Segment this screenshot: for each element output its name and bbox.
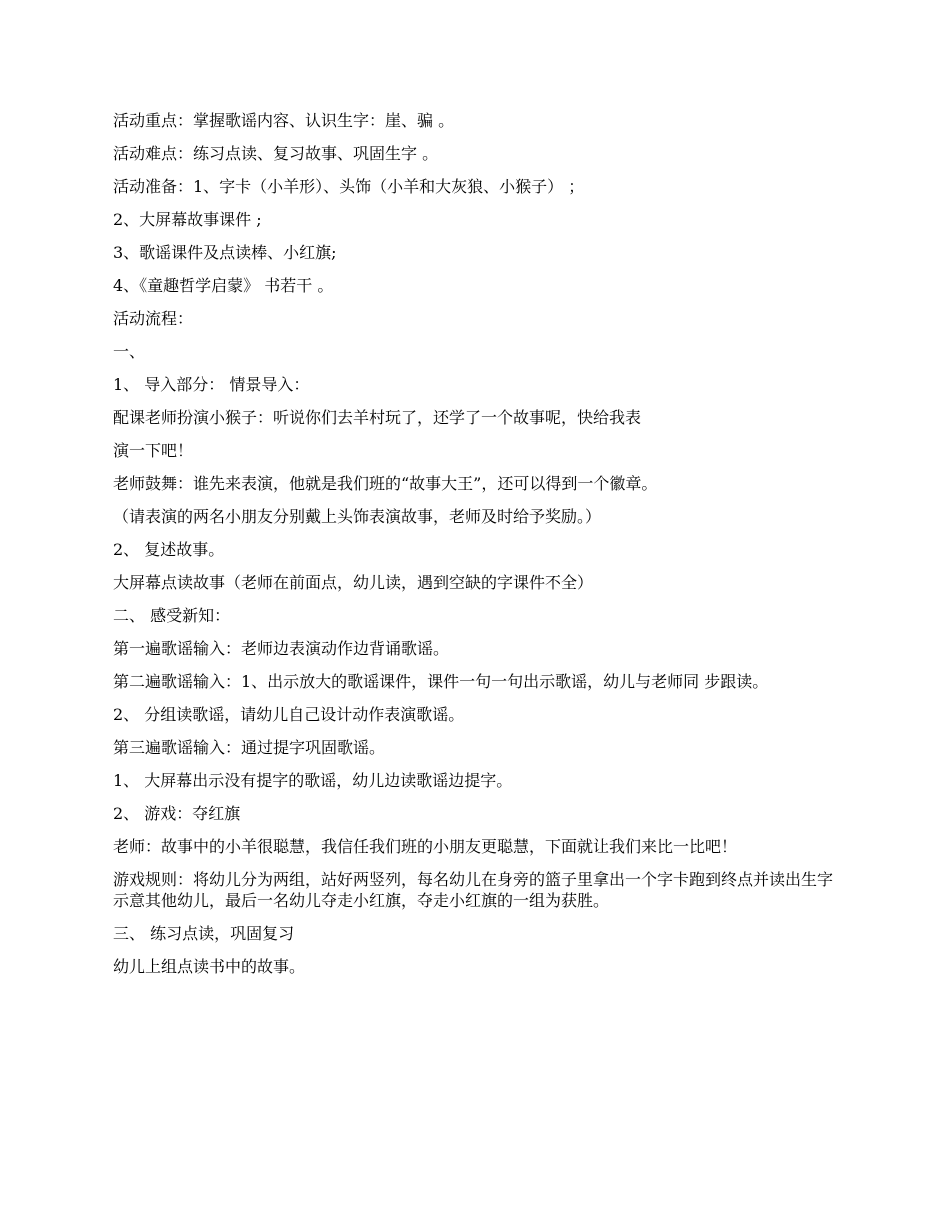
heading-section-2: 二、 感受新知： — [113, 606, 231, 625]
paragraph-activity-preparation: 活动准备：1、字卡（小羊形）、头饰（小羊和大灰狼、小猴子） ； — [113, 177, 585, 196]
paragraph-activity-focus: 活动重点：掌握歌谣内容、认识生字：崖、骗 。 — [113, 111, 455, 130]
paragraph-group-reading: 2、 分组读歌谣，请幼儿自己设计动作表演歌谣。 — [113, 705, 465, 724]
paragraph-prep-item-2: 2、大屏幕故事课件 ; — [113, 210, 262, 229]
paragraph-performance-note: （请表演的两名小朋友分别戴上头饰表演故事，老师及时给予奖励。） — [113, 507, 602, 526]
paragraph-retell-story: 2、 复述故事。 — [113, 540, 225, 559]
paragraph-monkey-line-1: 配课老师扮演小猴子：听说你们去羊村玩了，还学了一个故事呢，快给我表 — [113, 408, 642, 427]
paragraph-teacher-encourage: 老师鼓舞：谁先来表演，他就是我们班的“故事大王”，还可以得到一个徽章。 — [113, 474, 658, 493]
paragraph-teacher-game-intro: 老师：故事中的小羊很聪慧，我信任我们班的小朋友更聪慧，下面就让我们来比一比吧！ — [113, 837, 738, 856]
paragraph-second-input: 第二遍歌谣输入：1、出示放大的歌谣课件，课件一句一句出示歌谣，幼儿与老师同 步跟读。 — [113, 672, 769, 691]
paragraph-screen-reading: 大屏幕点读故事（老师在前面点，幼儿读，遇到空缺的字课件不全） — [113, 573, 594, 592]
paragraph-activity-difficulty: 活动难点：练习点读、复习故事、巩固生字 。 — [113, 144, 439, 163]
paragraph-monkey-line-2: 演一下吧！ — [113, 441, 194, 460]
heading-section-3: 三、 练习点读，巩固复习 — [113, 924, 295, 943]
paragraph-prep-item-4: 4、《童趣哲学启蒙》 书若干 。 — [113, 276, 334, 295]
paragraph-game-title: 2、 游戏：夺红旗 — [113, 804, 241, 823]
paragraph-intro-part: 1、 导入部分： 情景导入： — [113, 375, 310, 394]
paragraph-group-story-reading: 幼儿上组点读书中的故事。 — [113, 957, 306, 976]
paragraph-first-input: 第一遍歌谣输入：老师边表演动作边背诵歌谣。 — [113, 639, 450, 658]
paragraph-activity-flow: 活动流程： — [113, 309, 194, 328]
heading-section-1: 一、 — [113, 342, 146, 361]
paragraph-prep-item-3: 3、歌谣课件及点读棒、小红旗; — [113, 243, 337, 262]
paragraph-third-input: 第三遍歌谣输入：通过提字巩固歌谣。 — [113, 738, 386, 757]
paragraph-screen-lyrics: 1、 大屏幕出示没有提字的歌谣，幼儿边读歌谣边提字。 — [113, 771, 513, 790]
document-body — [113, 110, 838, 989]
paragraph-game-rules: 游戏规则：将幼儿分为两组，站好两竖列，每名幼儿在身旁的篮子里拿出一个字卡跑到终点并读出生字示意其他幼儿，最后一名幼儿夺走小红旗，夺走小红旗的一组为获胜。 — [113, 870, 834, 910]
